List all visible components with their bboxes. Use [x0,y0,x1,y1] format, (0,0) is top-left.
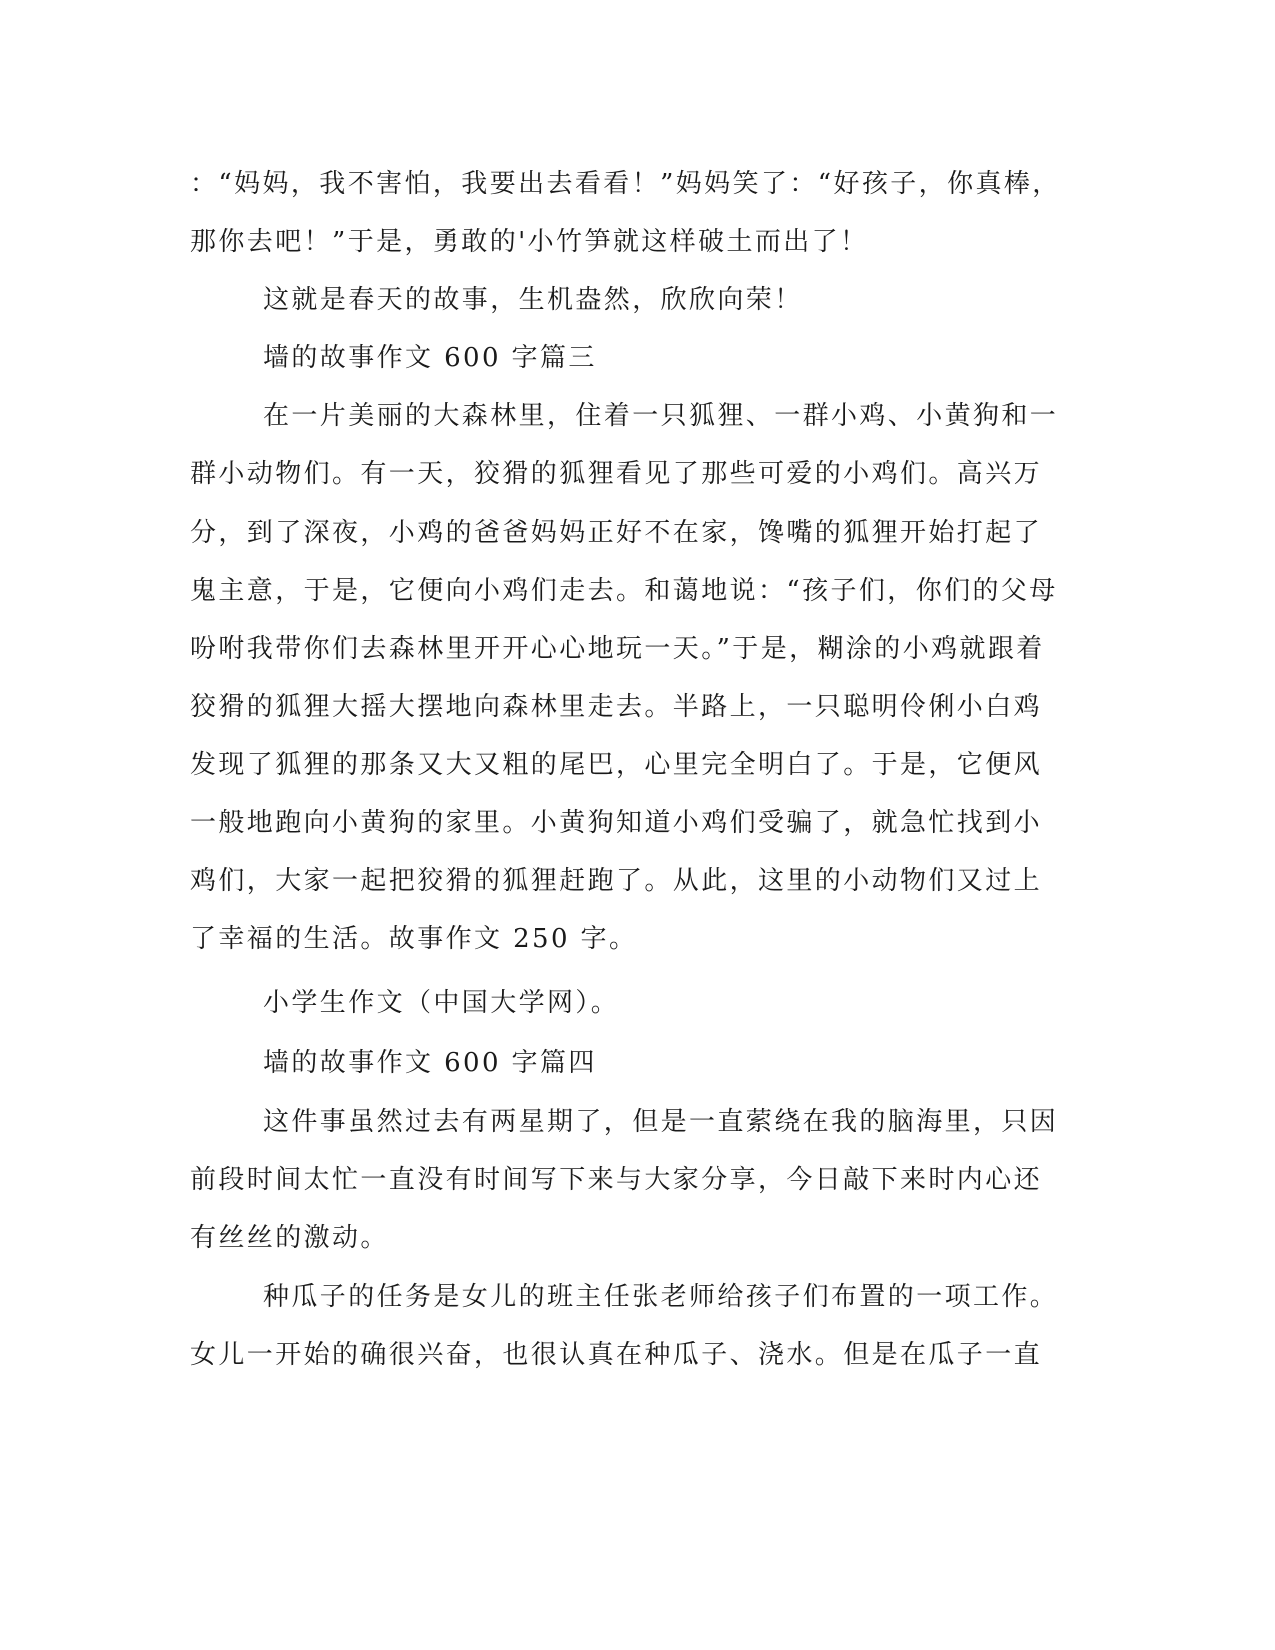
text-line: 小学生作文（中国大学网）。 [263,988,620,1018]
section-heading: 墙的故事作文 600 字篇三 [263,343,597,373]
text-line: 那你去吧！”于是，勇敢的'小竹笋就这样破土而出了！ [190,227,869,257]
text-line: 狡猾的狐狸大摇大摆地向森林里走去。半路上，一只聪明伶俐小白鸡 [190,692,1043,722]
text-line: 在一片美丽的大森林里，住着一只狐狸、一群小鸡、小黄狗和一 [263,401,1059,431]
text-line: 有丝丝的激动。 [190,1223,389,1253]
text-line: 一般地跑向小黄狗的家里。小黄狗知道小鸡们受骗了，就急忙找到小 [190,808,1043,838]
text-line: ：“妈妈，我不害怕，我要出去看看！”妈妈笑了：“好孩子，你真棒， [190,169,1061,199]
text-line: 发现了狐狸的那条又大又粗的尾巴，心里完全明白了。于是，它便风 [190,750,1043,780]
text-line: 分，到了深夜，小鸡的爸爸妈妈正好不在家，馋嘴的狐狸开始打起了 [190,518,1043,548]
text-line: 这就是春天的故事，生机盎然，欣欣向荣！ [263,285,803,315]
text-line: 种瓜子的任务是女儿的班主任张老师给孩子们布置的一项工作。 [263,1282,1059,1312]
text-line: 女儿一开始的确很兴奋，也很认真在种瓜子、浇水。但是在瓜子一直 [190,1340,1043,1370]
text-line: 吩咐我带你们去森林里开开心心地玩一天。”于是，糊涂的小鸡就跟着 [190,634,1045,664]
text-line: 了幸福的生活。故事作文 250 字。 [190,924,638,954]
text-line: 鸡们，大家一起把狡猾的狐狸赶跑了。从此，这里的小动物们又过上 [190,866,1043,896]
text-line: 前段时间太忙一直没有时间写下来与大家分享，今日敲下来时内心还 [190,1165,1043,1195]
section-heading: 墙的故事作文 600 字篇四 [263,1048,597,1078]
text-line: 鬼主意，于是，它便向小鸡们走去。和蔼地说：“孩子们，你们的父母 [190,576,1058,606]
text-line: 群小动物们。有一天，狡猾的狐狸看见了那些可爱的小鸡们。高兴万 [190,459,1043,489]
text-line: 这件事虽然过去有两星期了，但是一直萦绕在我的脑海里，只因 [263,1107,1059,1137]
